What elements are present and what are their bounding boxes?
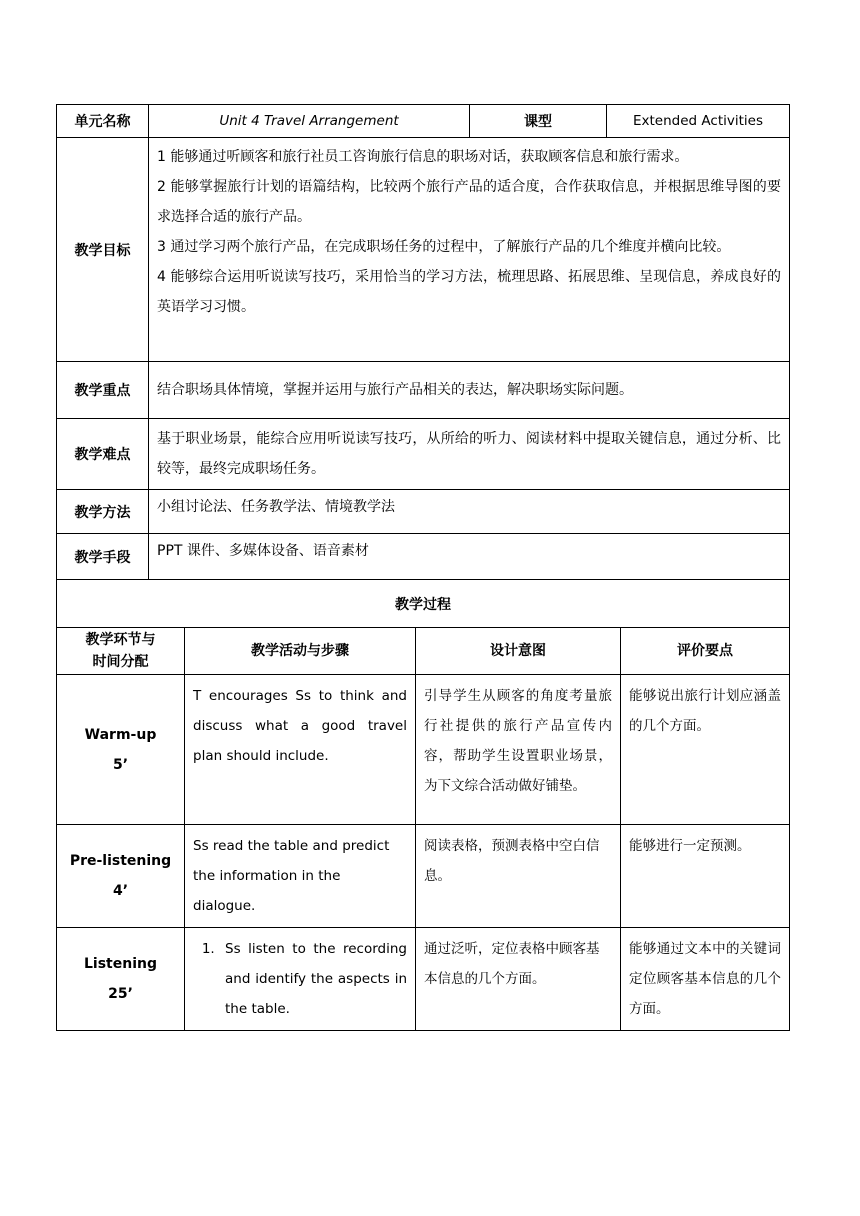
- col-header-activity: 教学活动与步骤: [185, 628, 416, 675]
- stage-name: Listening: [84, 956, 157, 972]
- evaluation-cell: 能够进行一定预测。: [621, 825, 790, 928]
- evaluation-cell: 能够说出旅行计划应涵盖的几个方面。: [621, 675, 790, 825]
- unit-value: Unit 4 Travel Arrangement: [149, 105, 470, 138]
- key-points-row: [57, 362, 790, 419]
- process-header-row: [57, 628, 790, 675]
- type-label: 课型: [470, 105, 607, 138]
- unit-label: 单元名称: [57, 105, 149, 138]
- key-points-text: 结合职场具体情境，掌握并运用与旅行产品相关的表达，解决职场实际问题。: [149, 362, 790, 419]
- methods-label: 教学方法: [57, 490, 149, 534]
- stage-cell: [57, 928, 185, 1031]
- intent-cell: 引导学生从顾客的角度考量旅行社提供的旅行产品宣传内容，帮助学生设置职业场景，为下文综合活动做好铺垫。: [416, 675, 621, 825]
- intent-cell: 通过泛听，定位表格中顾客基本信息的几个方面。: [416, 928, 621, 1031]
- objective-item: 4 能够综合运用听说读写技巧，采用恰当的学习方法，梳理思路、拓展思维、呈现信息，养成良好的英语学习习惯。: [157, 269, 781, 315]
- difficulties-text: 基于职业场景，能综合应用听说读写技巧，从所给的听力、阅读材料中提取关键信息，通过分析、比较等，最终完成职场任务。: [149, 419, 790, 490]
- objectives-row: [57, 138, 790, 362]
- col-header-stage-line2: 时间分配: [92, 654, 149, 670]
- activity-cell: T encourages Ss to think and discuss what a good travel plan should include.: [185, 675, 416, 825]
- key-points-label: 教学重点: [57, 362, 149, 419]
- stage-name: Warm-up: [84, 726, 157, 743]
- process-row-warmup: [57, 675, 790, 825]
- col-header-evaluation: 评价要点: [621, 628, 790, 675]
- unit-row: [57, 105, 790, 138]
- objective-item: 1 能够通过听顾客和旅行社员工咨询旅行信息的职场对话，获取顾客信息和旅行需求。: [157, 149, 689, 165]
- type-value: Extended Activities: [607, 105, 790, 138]
- col-header-intent: 设计意图: [416, 628, 621, 675]
- methods-text: 小组讨论法、任务教学法、情境教学法: [149, 490, 790, 534]
- evaluation-cell: 能够通过文本中的关键词定位顾客基本信息的几个方面。: [621, 928, 790, 1031]
- process-title-row: [57, 580, 790, 628]
- stage-cell: [57, 675, 185, 825]
- difficulties-row: [57, 419, 790, 490]
- process-row-listening: [57, 928, 790, 1031]
- col-header-stage: [57, 628, 185, 675]
- process-table: [56, 627, 790, 1031]
- difficulties-label: 教学难点: [57, 419, 149, 490]
- stage-name: Pre-listening: [69, 853, 172, 869]
- intent-cell: 阅读表格，预测表格中空白信息。: [416, 825, 621, 928]
- activity-cell: [185, 928, 416, 1031]
- objective-item: 3 通过学习两个旅行产品，在完成职场任务的过程中，了解旅行产品的几个维度并横向比较。: [157, 239, 731, 255]
- means-text: PPT 课件、多媒体设备、语音素材: [149, 534, 790, 580]
- activity-list-item: 1. Ss listen to the recording and identify the aspects in the table.: [219, 934, 407, 1024]
- stage-time: 25’: [108, 986, 133, 1002]
- activity-list: [193, 934, 407, 1024]
- stage-time: 5’: [112, 756, 129, 773]
- objectives-content: [149, 138, 790, 362]
- means-row: [57, 534, 790, 580]
- stage-cell: [57, 825, 185, 928]
- objective-item: 2 能够掌握旅行计划的语篇结构，比较两个旅行产品的适合度，合作获取信息，并根据思维导图的要求选择合适的旅行产品。: [157, 179, 781, 225]
- col-header-stage-line1: 教学环节与: [85, 632, 156, 648]
- process-row-prelistening: [57, 825, 790, 928]
- lesson-plan: [56, 104, 789, 1031]
- methods-row: [57, 490, 790, 534]
- objectives-label: 教学目标: [57, 138, 149, 362]
- lesson-info-table: [56, 104, 790, 628]
- means-label: 教学手段: [57, 534, 149, 580]
- process-title: 教学过程: [57, 580, 790, 628]
- activity-cell: Ss read the table and predict the information in the dialogue.: [185, 825, 416, 928]
- stage-time: 4’: [112, 883, 129, 899]
